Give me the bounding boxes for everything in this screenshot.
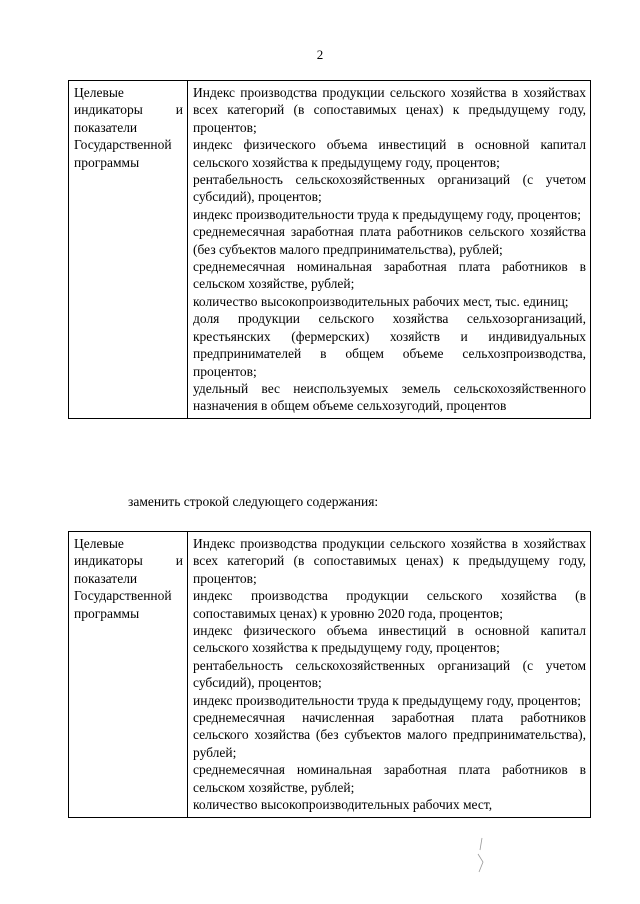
indicator-item: индекс производительности труда к предыдущему году, процентов; [193, 692, 581, 708]
indicator-item: индекс производства продукции сельского хозяйства (в сопоставимых ценах) к уровню 2020 года, процентов; [193, 588, 586, 621]
row-value [188, 81, 591, 419]
indicator-item: Индекс производства продукции сельского хозяйства в хозяйствах всех категорий (в сопоставимых ценах) к предыдущему году, процентов; [193, 85, 586, 135]
indicators-table-old [68, 80, 591, 419]
indicator-item: индекс физического объема инвестиций в основной капитал сельского хозяйства к предыдущему году, процентов; [193, 623, 586, 656]
table-row [69, 532, 591, 818]
indicator-item: удельный вес неиспользуемых земель сельскохозяйственного назначения в общем объеме сельхозугодий, процентов [193, 380, 586, 414]
indicator-item: Индекс производства продукции сельского хозяйства в хозяйствах всех категорий (в сопоставимых ценах) к предыдущему году, процентов; [193, 536, 586, 586]
indicator-item: индекс производительности труда к предыдущему году, процентов; [193, 206, 581, 222]
replacement-instruction: заменить строкой следующего содержания: [128, 494, 379, 509]
row-label: Целевые индикаторы и показатели Государственной программы [69, 81, 188, 419]
row-value [188, 532, 591, 818]
indicator-item: индекс физического объема инвестиций в основной капитал сельского хозяйства к предыдущему году, процентов; [193, 137, 586, 170]
page-number: 2 [316, 47, 324, 62]
indicator-item: среднемесячная заработная плата работников сельского хозяйства (без субъектов малого предпринимательства), рублей; [193, 224, 586, 257]
indicators-table-new [68, 531, 591, 818]
indicator-item: рентабельность сельскохозяйственных организаций (с учетом субсидий), процентов; [193, 172, 586, 205]
indicator-item: рентабельность сельскохозяйственных организаций (с учетом субсидий), процентов; [193, 657, 586, 691]
indicator-item: среднемесячная номинальная заработная плата работников в сельском хозяйстве, рублей; [193, 259, 586, 292]
indicator-item: количество высокопроизводительных рабочих мест, тыс. единиц; [193, 293, 569, 309]
pen-mark [470, 836, 490, 876]
indicator-item: среднемесячная номинальная заработная плата работников в сельском хозяйстве, рублей; [193, 762, 586, 795]
table-row [69, 81, 591, 419]
indicator-item: доля продукции сельского хозяйства сельхозорганизаций, крестьянских (фермерских) хозяйств и индивидуальных предпринимателей в общем объеме сельхозпроизводства, процентов; [193, 311, 586, 379]
indicator-item: среднемесячная начисленная заработная плата работников сельского хозяйства (без субъектов малого предпринимательства), рублей; [193, 710, 586, 760]
row-label: Целевые индикаторы и показатели Государственной программы [69, 532, 188, 818]
indicator-item: количество высокопроизводительных рабочих мест, [193, 797, 493, 813]
